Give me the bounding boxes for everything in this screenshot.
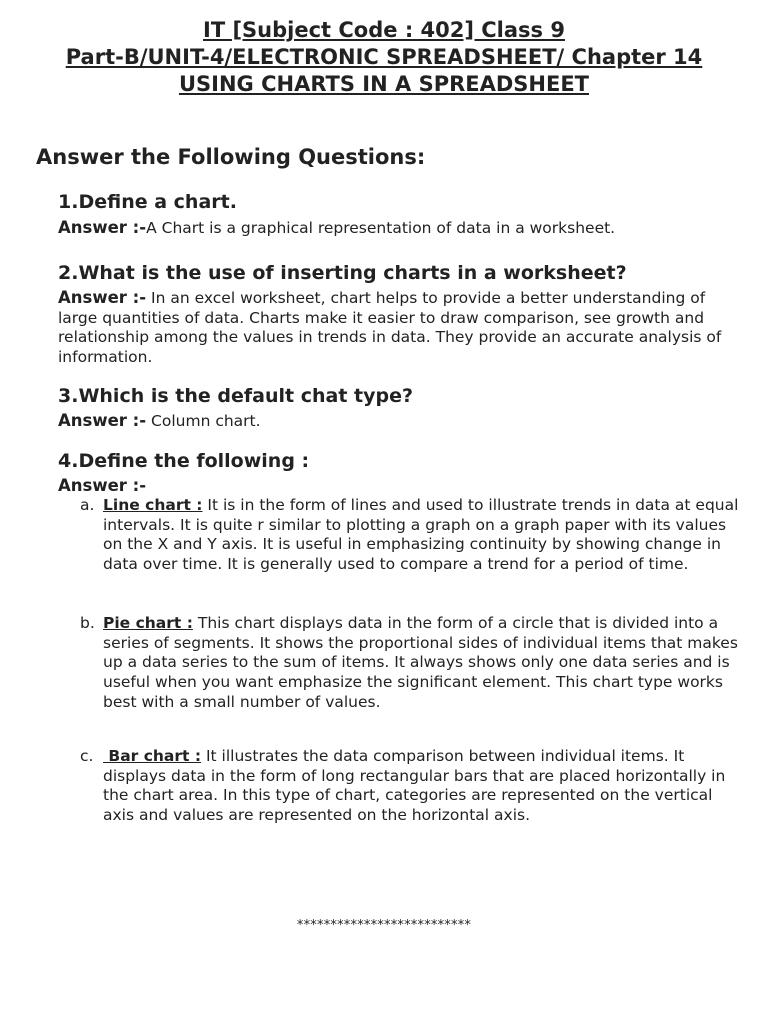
question-number: 4. — [58, 450, 79, 472]
question-number: 2. — [58, 262, 79, 284]
question-number: 1. — [58, 191, 79, 213]
document-header — [0, 17, 768, 98]
answer-2 — [58, 288, 738, 368]
question-text: Define a chart. — [78, 191, 237, 213]
definition-item-bar-chart — [80, 747, 740, 826]
answer-3 — [58, 411, 738, 432]
answer-text: Column chart. — [151, 412, 261, 430]
answer-label: Answer :- — [58, 288, 147, 307]
answer-label: Answer :- — [58, 476, 147, 495]
question-text: What is the use of inserting charts in a worksheet? — [78, 262, 627, 284]
definition-item-pie-chart — [80, 614, 740, 713]
header-line-unit: Part-B/UNIT-4/ELECTRONIC SPREADSHEET/ Chapter 14 — [65, 45, 703, 69]
list-marker: b. — [80, 614, 95, 632]
answer-4 — [58, 476, 738, 497]
question-4 — [58, 450, 309, 472]
definition-term: Bar chart : — [103, 747, 202, 765]
section-heading: Answer the Following Questions: — [36, 145, 426, 169]
question-number: 3. — [58, 385, 79, 407]
definition-term: Pie chart : — [103, 614, 193, 632]
list-marker: a. — [80, 496, 95, 514]
header-line-chapter-title: USING CHARTS IN A SPREADSHEET — [178, 72, 590, 96]
answer-1 — [58, 218, 738, 239]
list-marker: c. — [80, 747, 94, 765]
question-2 — [58, 262, 627, 284]
question-text: Which is the default chat type? — [78, 385, 413, 407]
question-3 — [58, 385, 413, 407]
header-line-subject: IT [Subject Code : 402] Class 9 — [203, 18, 565, 42]
question-1 — [58, 191, 237, 213]
answer-label: Answer :- — [58, 218, 147, 237]
definition-item-line-chart — [80, 496, 740, 575]
answer-text: In an excel worksheet, chart helps to provide a better understanding of large quantities of data. Charts make it easier to draw comparison, see growth and relationship among the values in trends in data. They provide an accurate analysis of information. — [58, 289, 722, 367]
answer-text: A Chart is a graphical representation of data in a worksheet. — [146, 219, 616, 237]
definition-text: This chart displays data in the form of a circle that is divided into a series of segments. It shows the proportional sides of individual items that makes up a data series to the sum of items. It always shows only one data series and is useful when you want emphasize the significant element. This chart type works best with a small number of values. — [103, 614, 738, 711]
answer-label: Answer :- — [58, 411, 147, 430]
question-text: Define the following : — [78, 450, 310, 472]
definition-text: It illustrates the data comparison between individual items. It displays data in the form of long rectangular bars that are placed horizontally in the chart area. In this type of chart, categories are represented on the vertical axis and values are represented on the horizontal axis. — [103, 747, 726, 825]
definition-term: Line chart : — [103, 496, 203, 514]
definition-text: It is in the form of lines and used to illustrate trends in data at equal intervals. It is quite r similar to plotting a graph on a graph paper with its values on the X and Y axis. It is useful in emphasizing continuity by showing change in data over time. It is generally used to compare a trend for a period of time. — [103, 496, 739, 574]
footer-separator: ************************** — [296, 918, 472, 933]
